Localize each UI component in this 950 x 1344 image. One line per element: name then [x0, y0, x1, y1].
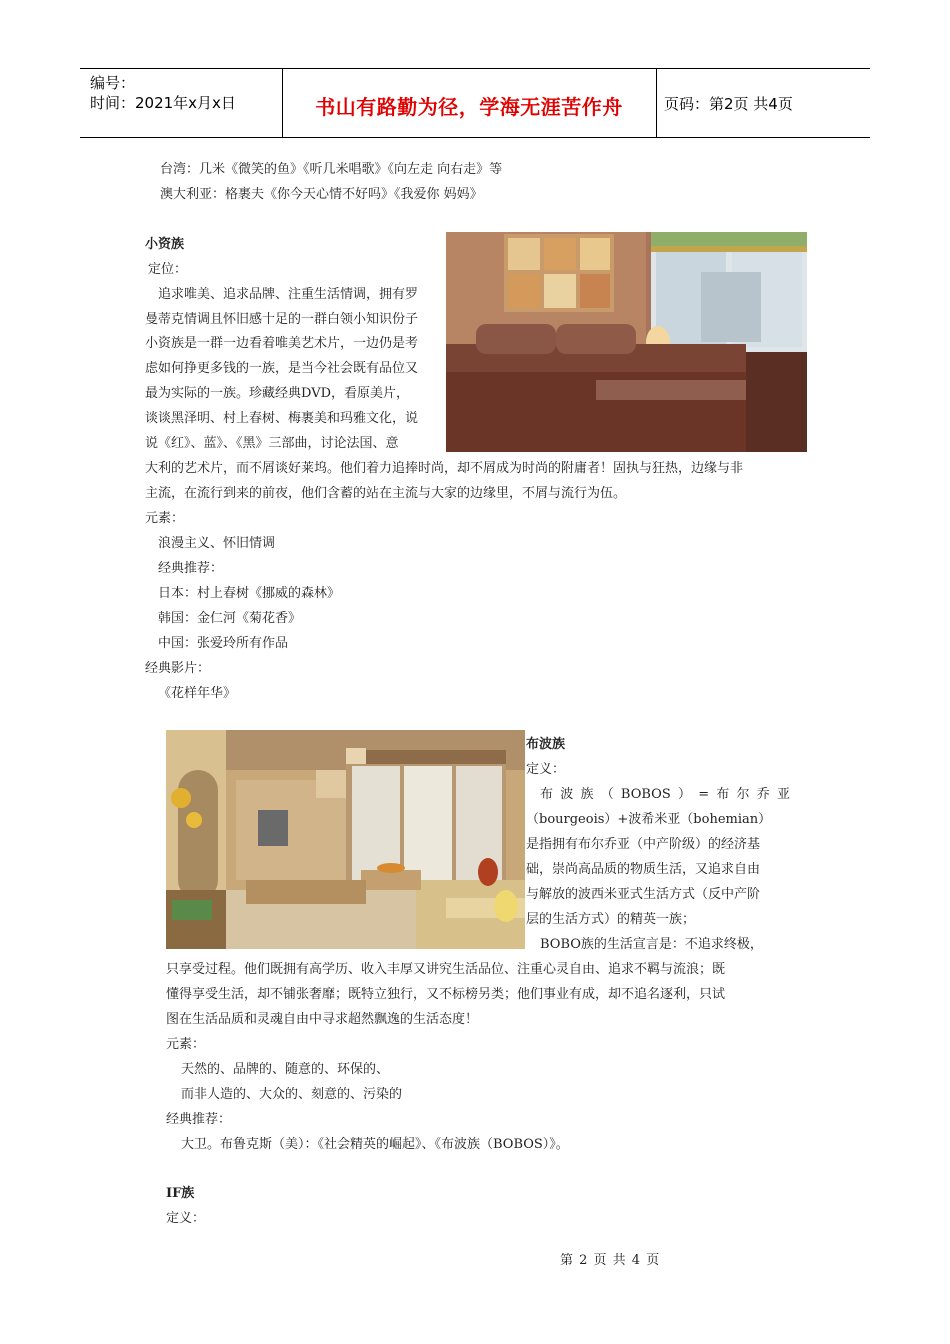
paragraph-line: 最为实际的一族。珍藏经典DVD，看原美片，	[145, 386, 410, 401]
label: 经典推荐：	[158, 561, 224, 576]
definition-line: 是指拥有布尔乔亚（中产阶级）的经济基	[526, 837, 761, 852]
label: 定义：	[526, 762, 566, 777]
intro-line: 澳大利亚：格裹夫《你今天心情不好吗》《我爱你 妈妈》	[160, 187, 483, 202]
section-title: 布波族	[526, 737, 566, 752]
label: 经典推荐：	[166, 1112, 232, 1127]
definition-line: 础，崇尚高品质的物质生活，又追求自由	[526, 862, 761, 877]
document-time: 时间：2021年x月x日	[90, 94, 236, 112]
recommend-item: 大卫。布鲁克斯（美）：《社会精英的崛起》、《布波族（BOBOS）》。	[181, 1137, 569, 1152]
recommend-item: 中国：张爱玲所有作品	[158, 636, 289, 651]
section-title: 小资族	[145, 237, 185, 252]
document-number: 编号：	[90, 74, 136, 92]
header-page-info: 页码：第2页 共4页	[664, 95, 793, 113]
definition-line: 与解放的波西米亚式生活方式（反中产阶	[526, 887, 761, 902]
definition-line: 层的生活方式）的精英一族；	[526, 912, 696, 927]
page-header	[80, 68, 870, 138]
recommend-item: 韩国：金仁河《菊花香》	[158, 611, 302, 626]
elements-text: 浪漫主义、怀旧情调	[158, 536, 276, 551]
motto-line: 只享受过程。他们既拥有高学历、收入丰厚又讲究生活品位、注重心灵自由、追求不羁与流浪；既	[166, 962, 726, 977]
paragraph-line: 说《红》、蓝》、《黑》三部曲，讨论法国、意	[145, 436, 399, 451]
paragraph-line: 小资族是一群一边看着唯美艺术片，一边仍是考	[145, 336, 419, 351]
motto-line: 懂得享受生活，却不铺张奢靡；既特立独行，又不标榜另类；他们事业有成，却不追名逐利，只试	[166, 987, 726, 1002]
intro-line: 台湾：几米《微笑的鱼》《听几米唱歌》《向左走 向右走》等	[160, 162, 503, 177]
motto-line: BOBO族的生活宣言是：不追求终极，	[540, 937, 763, 952]
header-divider	[656, 69, 657, 137]
label: 元素：	[145, 511, 185, 526]
page-footer: 第 2 页 共 4 页	[560, 1253, 661, 1268]
definition-line: （bourgeois）+波希米亚（bohemian）	[526, 812, 772, 827]
definition-line: 布波族（BOBOS）=布尔乔亚	[540, 787, 790, 802]
living-room-photo	[166, 730, 525, 949]
elements-text: 天然的、品牌的、随意的、环保的、	[181, 1062, 390, 1077]
paragraph-line: 主流，在流行到来的前夜，他们含蓄的站在主流与大家的边缘里，不屑与流行为伍。	[145, 486, 627, 501]
header-motto: 书山有路勤为径，学海无涯苦作舟	[315, 95, 623, 119]
paragraph-line: 虑如何挣更多钱的一族，是当今社会既有品位又	[145, 361, 419, 376]
recommend-item: 日本：村上春树《挪威的森林》	[158, 586, 341, 601]
label: 定位：	[148, 262, 188, 277]
label: 元素：	[166, 1037, 206, 1052]
film-item: 《花样年华》	[158, 686, 237, 701]
section-title: IF族	[166, 1186, 195, 1201]
header-meta	[90, 73, 236, 113]
elements-text: 而非人造的、大众的、刻意的、污染的	[181, 1087, 403, 1102]
paragraph-line: 追求唯美、追求品牌、注重生活情调，拥有罗	[158, 287, 419, 302]
label: 经典影片：	[145, 661, 211, 676]
paragraph-line: 大利的艺术片，而不屑谈好莱坞。他们着力追捧时尚，却不屑成为时尚的附庸者！固执与狂热，边缘与非	[145, 461, 744, 476]
label: 定义：	[166, 1211, 206, 1226]
paragraph-line: 谈谈黑泽明、村上春树、梅裹美和玛雅文化，说	[145, 411, 419, 426]
bedroom-photo	[446, 232, 807, 452]
motto-line: 图在生活品质和灵魂自由中寻求超然飘逸的生活态度！	[166, 1012, 479, 1027]
paragraph-line: 曼蒂克情调且怀旧感十足的一群白领小知识份子	[145, 312, 419, 327]
